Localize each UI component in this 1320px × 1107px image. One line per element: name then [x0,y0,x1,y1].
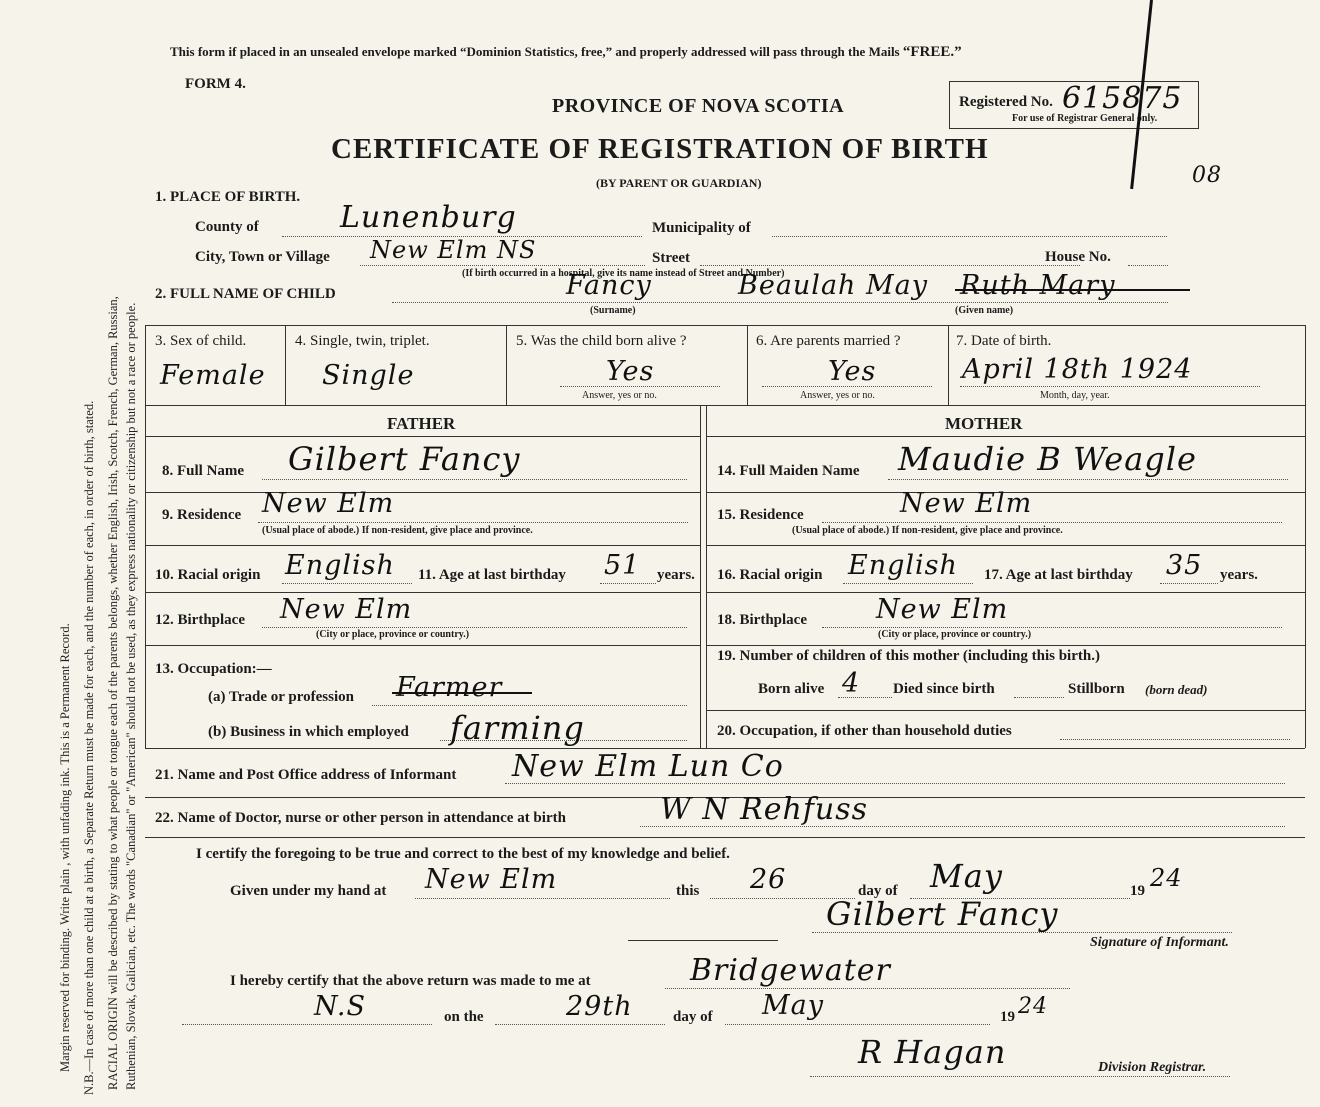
born-alive-count: 4 [842,668,861,699]
dob-label: 7. Date of birth. [956,333,1052,349]
born-alive-caption: Answer, yes or no. [582,390,657,401]
father-birthplace-label: 12. Birthplace [155,612,245,628]
certify-day-of-label: day of [858,883,898,899]
corner-mark: 08 [1192,163,1222,188]
registrar-place: Bridgewater [690,953,891,988]
mother-abode-note: (Usual place of abode.) If non-resident, give place and province. [792,525,1063,536]
certificate-subtitle: (BY PARENT OR GUARDIAN) [596,176,762,190]
dob-value: April 18th 1924 [962,354,1193,385]
mother-birthplace-label: 18. Birthplace [717,612,807,628]
city-value: New Elm NS [370,236,537,264]
father-residence-label: 9. Residence [162,507,242,523]
father-years: years. [657,567,695,583]
registrar-note: For use of Registrar General only. [1012,113,1158,124]
doctor-value: W N Rehfuss [660,792,869,827]
mail-note [170,44,962,61]
plurality-value: Single [322,360,415,391]
city-label: City, Town or Village [195,249,330,265]
informant-signature-caption: Signature of Informant. [1090,935,1229,950]
given-name-caption: (Given name) [955,305,1014,316]
trade-struck: Farmer [396,672,503,703]
father-occupation-label: 13. Occupation:— [155,661,272,677]
informant-signature: Gilbert Fancy [826,895,1059,933]
municipality-label: Municipality of [652,220,751,236]
mail-note-free: “FREE.” [902,44,962,60]
child-surname: Fancy [566,270,652,301]
mother-birthplace: New Elm [876,594,1009,625]
hospital-note: (If birth occurred in a hospital, give its name instead of Street and Number) [462,268,785,279]
born-alive-label: Born alive [758,681,825,697]
margin-note-racial-origin: RACIAL ORIGIN will be described by stating to what people or tongue each of the parents belongs, whether English, Irish, Scotch, French, German, Russian, [106,296,120,1090]
mail-note-text: This form if placed in an unsealed envelope marked “Dominion Statistics, free,” and properly addressed will pass through the Mails [170,44,900,59]
margin-note-binding: Margin reserved for binding. Write plain , with unfading ink. This is a Permanent Record. [58,623,72,1072]
trade-label: (a) Trade or profession [208,689,354,705]
father-race-label: 10. Racial origin [155,567,261,583]
mother-age: 35 [1166,550,1203,581]
children-count-label: 19. Number of children of this mother (including this birth.) [717,648,1100,664]
stillborn-note: (born dead) [1145,682,1208,697]
parents-married-caption: Answer, yes or no. [800,390,875,401]
registrar-caption: Division Registrar. [1098,1060,1207,1075]
mother-name: Maudie B Weagle [898,440,1197,478]
certify-day: 26 [750,864,787,895]
father-name-label: 8. Full Name [162,463,245,479]
registrar-month: May [762,990,824,1021]
county-label: County of [195,219,259,235]
father-residence: New Elm [262,488,395,519]
plurality-label: 4. Single, twin, triplet. [295,333,430,349]
given-place: New Elm [425,864,558,895]
sex-value: Female [160,360,266,391]
registrar-year: 24 [1018,994,1048,1019]
parents-married-question: 6. Are parents married ? [756,333,901,349]
registered-label: Registered No. [959,94,1053,110]
registrar-day: 29th [566,991,633,1022]
surname-caption: (Surname) [590,305,636,316]
street-label: Street [652,250,691,266]
child-given-name: Beaulah May [738,270,929,301]
mother-residence-label: 15. Residence [717,507,804,523]
mother-race: English [848,550,958,581]
place-of-birth-label: 1. PLACE OF BIRTH. [155,189,301,205]
registrar-province: N.S [314,991,366,1022]
registrar-day-of-label: day of [673,1009,713,1025]
father-name: Gilbert Fancy [288,440,521,478]
child-name-label: 2. FULL NAME OF CHILD [155,286,336,302]
mother-name-label: 14. Full Maiden Name [717,463,860,479]
certificate-title: CERTIFICATE OF REGISTRATION OF BIRTH [331,133,989,165]
given-name-strikeout [955,289,1190,291]
doctor-label: 22. Name of Doctor, nurse or other person in attendance at birth [155,810,566,826]
father-age: 51 [604,550,641,581]
died-since-birth-label: Died since birth [893,681,995,697]
mother-residence: New Elm [900,488,1033,519]
mother-years: years. [1220,567,1258,583]
business-label: (b) Business in which employed [208,724,409,740]
father-race: English [285,550,395,581]
county-value: Lunenburg [340,200,517,235]
registrar-year-prefix: 19 [1000,1009,1015,1025]
father-heading: FATHER [387,414,456,433]
mother-age-label: 17. Age at last birthday [984,567,1133,583]
business-value: farming [450,709,585,747]
informant-value: New Elm Lun Co [512,749,784,784]
born-alive-answer: Yes [606,356,655,387]
mother-race-label: 16. Racial origin [717,567,823,583]
informant-label: 21. Name and Post Office address of Informant [155,767,457,783]
sex-label: 3. Sex of child. [155,333,247,349]
margin-note-nationality: Ruthenian, Slovak, Galician, etc. The words "Canadian" or "American" should not be used, as they express nationality or citizenship but not a race or people. [124,302,138,1090]
father-age-label: 11. Age at last birthday [418,567,566,583]
province-heading: PROVINCE OF NOVA SCOTIA [552,95,845,117]
registered-box [949,81,1199,129]
house-number-label: House No. [1045,249,1111,265]
margin-note-multiple-births: N.B.—In case of more than one child at a birth, a Separate Return must be made for each, and the number of each, in order of birth, stated. [82,400,96,1095]
registrar-on-label: on the [444,1009,484,1025]
certify-statement: I certify the foregoing to be true and correct to the best of my knowledge and belief. [196,846,730,862]
dob-caption: Month, day, year. [1040,390,1110,401]
parents-married-answer: Yes [828,356,877,387]
form-number: FORM 4. [185,76,246,92]
registrar-statement: I hereby certify that the above return was made to me at [230,973,591,989]
trade-strikeout [392,692,532,694]
given-under-hand-label: Given under my hand at [230,883,387,899]
stillborn-label: Stillborn [1068,681,1125,697]
registrar-signature: R Hagan [858,1033,1007,1071]
certify-this-label: this [676,883,700,899]
registered-number: 615875 [1062,81,1183,116]
certify-year-prefix: 19 [1130,883,1145,899]
mother-occupation-label: 20. Occupation, if other than household duties [717,723,1012,739]
born-alive-question: 5. Was the child born alive ? [516,333,687,349]
father-abode-note: (Usual place of abode.) If non-resident, give place and province. [262,525,533,536]
child-given-name-struck: Ruth Mary [960,270,1116,301]
father-birthplace-note: (City or place, province or country.) [316,629,470,640]
certify-year: 24 [1150,864,1183,892]
mother-birthplace-note: (City or place, province or country.) [878,629,1032,640]
certify-month: May [930,857,1003,895]
mother-heading: MOTHER [945,414,1023,433]
father-birthplace: New Elm [280,594,413,625]
